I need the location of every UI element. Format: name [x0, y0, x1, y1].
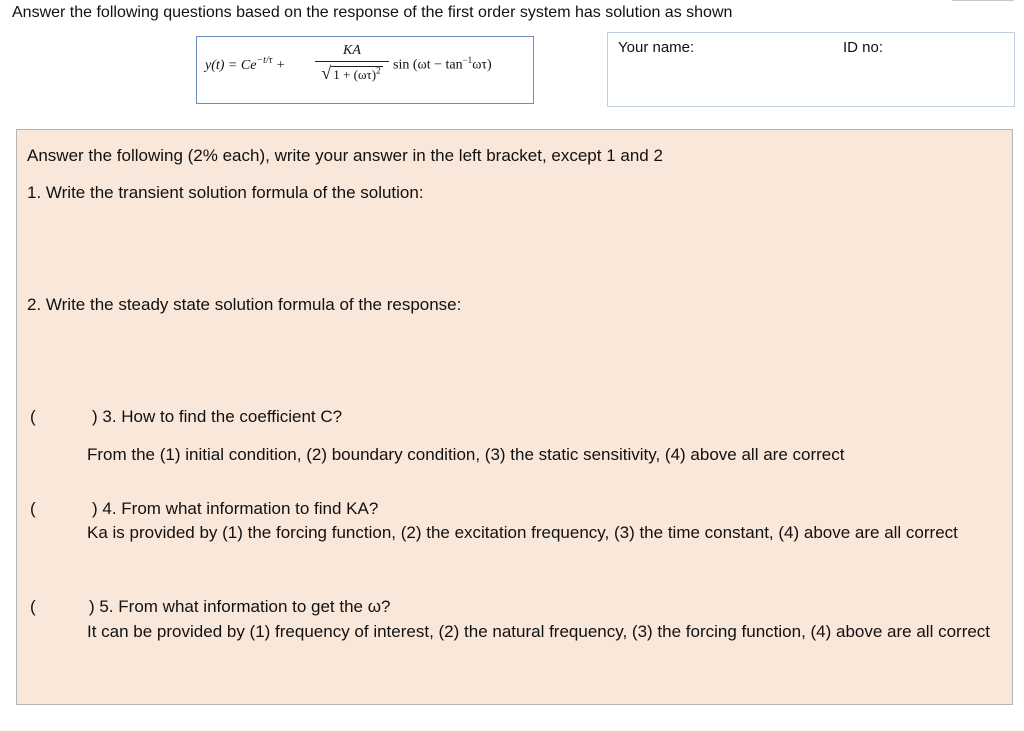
question-5-prompt: ) 5. From what information to get the ω? [89, 597, 391, 616]
formula-denominator-power: 2 [376, 65, 381, 76]
formula-transient-term [205, 55, 285, 74]
question-3-options: From the (1) initial condition, (2) boundary condition, (3) the static sensitivity, (4) above all are correct [87, 445, 845, 464]
question-1: 1. Write the transient solution formula of the solution: [27, 183, 424, 202]
formula-lhs: y(t) = Ce [205, 58, 257, 73]
answer-bracket-4[interactable]: ( [30, 499, 36, 518]
formula-denominator [315, 63, 389, 84]
formula-numerator: KA [343, 43, 361, 58]
fraction-bar [315, 61, 389, 62]
question-4-prompt: ) 4. From what information to find KA? [92, 499, 379, 518]
formula-sine-term [393, 55, 492, 74]
formula-sine-end: ωτ) [472, 57, 492, 73]
answer-bracket-3[interactable]: ( [30, 407, 36, 426]
formula-sine: sin (ωt − tan [393, 57, 463, 73]
sqrt-icon: √ [321, 63, 332, 83]
formula-denominator-text: 1 + (ωτ) [333, 67, 377, 82]
student-info-box[interactable] [607, 32, 1015, 107]
formula-inverse-power: −1 [462, 55, 473, 65]
question-3-prompt: ) 3. How to find the coefficient C? [92, 407, 343, 426]
solution-formula [196, 36, 534, 104]
question-2: 2. Write the steady state solution formula of the response: [27, 295, 462, 314]
formula-plus: + [275, 58, 286, 73]
questions-panel [16, 129, 1013, 705]
formula-fraction [315, 43, 389, 84]
questions-intro: Answer the following (2% each), write your answer in the left bracket, except 1 and 2 [27, 146, 663, 165]
answer-bracket-5[interactable]: ( [30, 597, 36, 616]
name-label: Your name: [618, 39, 695, 56]
question-4-options: Ka is provided by (1) the forcing function, (2) the excitation frequency, (3) the time constant, (4) above are all correct [87, 523, 958, 542]
question-5-options: It can be provided by (1) frequency of interest, (2) the natural frequency, (3) the forcing function, (4) above are all correct [87, 622, 991, 641]
top-right-divider [952, 0, 1014, 1]
formula-exponent: −t/τ [256, 55, 273, 66]
header-instruction: Answer the following questions based on the response of the first order system has solution as shown [12, 4, 733, 21]
id-label: ID no: [843, 39, 884, 56]
